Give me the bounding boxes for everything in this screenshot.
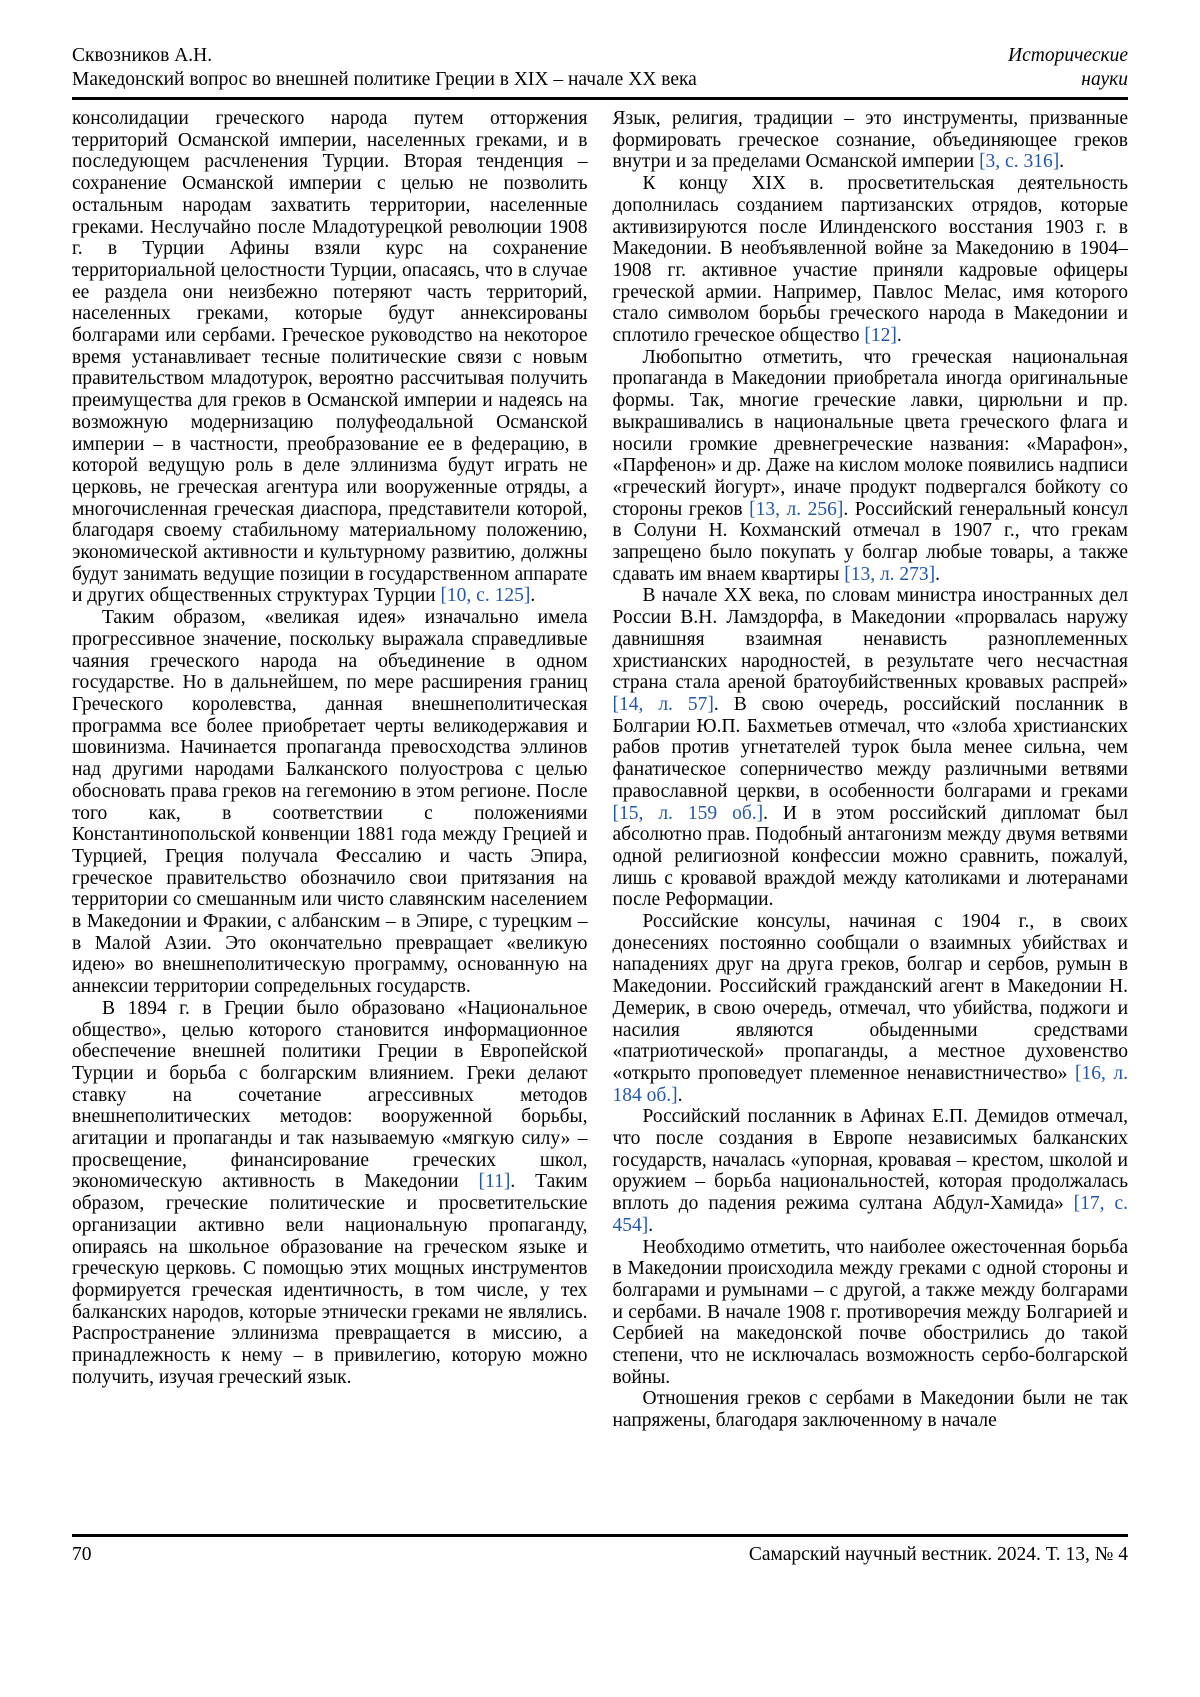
citation-link[interactable]: [10, с. 125] <box>440 585 531 607</box>
paragraph: Необходимо отметить, что наиболее ожесточенная борьба в Македонии происходила между греками с одной стороны и болгарами и румынами – с другой, а также между болгарами и сербами. В начале 1908 г. противоречия между Болгарией и Сербией на македонской почве обострились до такой степени, что не исключалась возможность сербо-болгарской войны. <box>612 1236 1128 1388</box>
paragraph: Отношения греков с сербами в Македонии были не так напряжены, благодаря заключенному в начале <box>612 1388 1128 1432</box>
footer-row <box>72 1537 1128 1566</box>
paragraph: Российские консулы, начиная с 1904 г., в своих донесениях постоянно сообщали о взаимных убийствах и нападениях друг на друга греков, болгар и сербов, румын в Македонии. Российский гражданский агент в Македонии Н. Демерик, в свою очередь, отмечал, что убийства, поджоги и насилия являются обыденными средствами «патриотической» пропаганды, а местное духовенство «открыто проповедует племенное ненавистничество» [16, л. 184 об.]. <box>612 911 1128 1106</box>
header-discipline-line1: Исторические <box>1008 45 1128 66</box>
paragraph: В 1894 г. в Греции было образовано «Национальное общество», целью которого становится информационное обеспечение внешней политики Греции в Европейской Турции и борьба с болгарским влиянием. Греки делают ставку на сочетание агрессивных методов внешнеполитических методов: вооруженной борьбы, агитации и пропаганды и так называемую «мягкую силу» – просвещение, финансирование греческих школ, экономическую активность в Македонии [11]. Таким образом, греческие политические и просветительские организации активно вели национальную пропаганду, опираясь на школьное образование на греческом языке и греческую церковь. С помощью этих мощных инструментов формируется греческая идентичность, в том числе, у тех балканских народов, которые этнически греками не являлись. Распространение эллинизма превращается в миссию, а принадлежность к нему – в привилегию, которую можно получить, изучая греческий язык. <box>72 997 588 1388</box>
paragraph: консолидации греческого народа путем отторжения территорий Османской империи, населенных греками, и в последующем расчленения Турции. Вторая тенденция – сохранение Османской империи с целью не позволить остальным народам захватить территории, населенные греками. Неслучайно после Младотурецкой революции 1908 г. в Турции Афины взяли курс на сохранение территориальной целостности Турции, опасаясь, что в случае ее раздела они неизбежно потеряют часть территорий, населенных греками, которые будут аннексированы болгарами или сербами. Греческое руководство на некоторое время устанавливает тесные политические связи с новым правительством младотурок, вероятно рассчитывая получить преимущества для греков в Османской империи и надеясь на возможную модернизацию полуфеодальной Османской империи – в частности, преобразование ее в федерацию, в которой ведущую роль в деле эллинизма будут играть не церковь, не греческая агентура или вооруженные отряды, а многочисленная греческая диаспора, представители которой, благодаря своему стабильному материальному положению, экономической активности и культурному развитию, должны будут занимать ведущие позиции в государственном аппарате и других общественных структурах Турции [10, с. 125]. <box>72 108 588 607</box>
paragraph: В начале XX века, по словам министра иностранных дел России В.Н. Ламздорфа, в Македонии «прорвалась наружу давнишняя взаимная ненависть разноплеменных христианских народностей, в результате чего несчастная страна стала ареной братоубийственных кровавых распрей» [14, л. 57]. В свою очередь, российский посланник в Болгарии Ю.П. Бахметьев отмечал, что «злоба христианских рабов против угнетателей турок была менее сильна, чем фанатическое соперничество между различными ветвями православной церкви, в особенности болгарами и греками [15, л. 159 об.]. И в этом российский дипломат был абсолютно прав. Подобный антагонизм между двумя ветвями одной религиозной конфессии можно сравнить, пожалуй, лишь с кровавой враждой между католиками и лютеранами после Реформации. <box>612 585 1128 911</box>
paragraph: К концу XIX в. просветительская деятельность дополнилась созданием партизанских отрядов, которые активизируются после Илинденского восстания 1903 г. в Македонии. В необъявленной войне за Македонию в 1904–1908 гг. активное участие приняли кадровые офицеры греческой армии. Например, Павлос Мелас, имя которого стало символом борьбы греческого народа в Македонии и сплотило греческое общество [12]. <box>612 173 1128 347</box>
header-row-1 <box>72 44 1128 68</box>
right-column <box>613 108 1129 1528</box>
page-header <box>72 44 1128 100</box>
paragraph: Язык, религия, традиции – это инструменты, призванные формировать греческое сознание, объединяющее греков внутри и за пределами Османской империи [3, с. 316]. <box>612 108 1128 173</box>
citation-link[interactable]: [11] <box>478 1171 511 1193</box>
left-column <box>72 108 588 1528</box>
journal-citation: Самарский научный вестник. 2024. Т. 13, № 4 <box>748 1544 1128 1565</box>
citation-link[interactable]: [13, л. 256] <box>749 498 844 520</box>
page-footer <box>72 1534 1128 1566</box>
header-discipline-line2: науки <box>1081 69 1128 90</box>
article-body <box>72 108 1128 1528</box>
citation-link[interactable]: [17, с. 454] <box>612 1193 1128 1236</box>
paragraph: Таким образом, «великая идея» изначально имела прогрессивное значение, поскольку выражала справедливые чаяния греческого народа на объединение в одном государстве. Но в дальнейшем, по мере расширения границ Греческого королевства, данная внешнеполитическая программа все более приобретает черты великодержавия и шовинизма. Начинается пропаганда превосходства эллинов над другими народами Балканского полуострова с целью обосновать права греков на гегемонию в этом регионе. После того как, в соответствии с положениями Константинопольской конвенции 1881 года между Грецией и Турцией, Греция получала Фессалию и часть Эпира, греческое правительство обозначило свои притязания на территории со смешанным или чисто славянским населением в Македонии и Фракии, с албанским – в Эпире, с турецким – в Малой Азии. Это окончательно превращает «великую идею» во внешнеполитическую программу, основанную на аннексии территории сопредельных государств. <box>72 607 588 998</box>
citation-link[interactable]: [12] <box>864 325 897 347</box>
header-author: Сквозников А.Н. <box>72 45 213 66</box>
citation-link[interactable]: [15, л. 159 об.] <box>612 802 764 824</box>
header-article-title: Македонский вопрос во внешней политике Греции в XIX – начале XX века <box>72 69 697 90</box>
header-divider <box>72 97 1128 100</box>
paragraph: Любопытно отметить, что греческая национальная пропаганда в Македонии приобретала иногда оригинальные формы. Так, многие греческие лавки, цирюльни и пр. выкрашивались в национальные цвета греческого флага и носили громкие древнегреческие названия: «Марафон», «Парфенон» и др. Даже на кислом молоке появились надписи «греческий йогурт», иначе продукт подвергался бойкоту со стороны греков [13, л. 256]. Российский генеральный консул в Солуни Н. Кохманский отмечал в 1907 г., что грекам запрещено было покупать у болгар любые товары, а также сдавать им внаем квартиры [13, л. 273]. <box>612 346 1128 585</box>
citation-link[interactable]: [14, л. 57] <box>612 693 714 715</box>
paragraph: Российский посланник в Афинах Е.П. Демидов отмечал, что после создания в Европе независимых балканских государств, началась «упорная, кровавая – крестом, школой и оружием – борьба национальностей, которая продолжалась вплоть до падения режима султана Абдул-Хамида» [17, с. 454]. <box>612 1106 1128 1236</box>
citation-link[interactable]: [16, л. 184 об.] <box>612 1062 1128 1106</box>
page-number: 70 <box>72 1544 92 1565</box>
citation-link[interactable]: [3, с. 316] <box>979 151 1060 173</box>
citation-link[interactable]: [13, л. 273] <box>844 563 936 585</box>
header-row-2 <box>72 68 1128 92</box>
